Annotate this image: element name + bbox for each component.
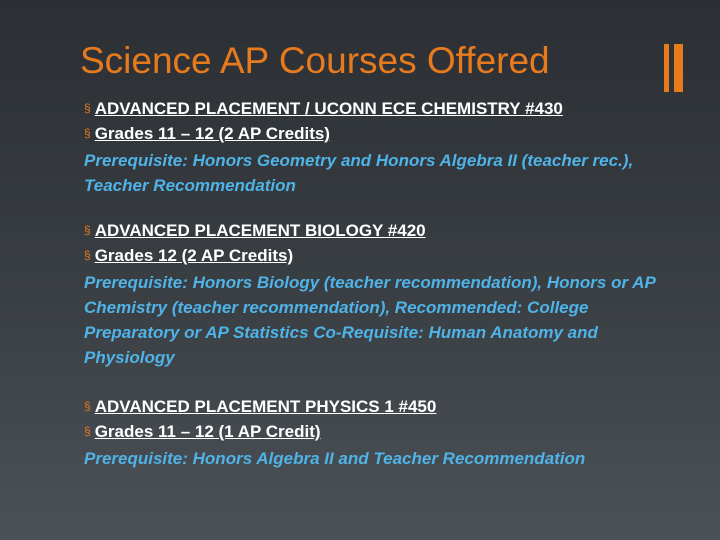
course-grades: Grades 11 – 12 (2 AP Credits) [94, 124, 330, 143]
title-accent-bar [664, 44, 669, 92]
course-chemistry [84, 96, 684, 198]
course-biology [84, 218, 684, 370]
bullet-icon: § [84, 101, 91, 115]
course-prerequisite: Prerequisite: Honors Algebra II and Teacher Recommendation [84, 449, 586, 468]
course-name: ADVANCED PLACEMENT BIOLOGY #420 [94, 221, 426, 240]
course-grades: Grades 12 (2 AP Credits) [94, 246, 294, 265]
bullet-icon: § [84, 399, 91, 413]
bullet-icon: § [84, 248, 91, 262]
slide-title: Science AP Courses Offered [80, 40, 550, 81]
bullet-icon: § [84, 126, 91, 140]
title-accent-bar [674, 44, 683, 92]
course-prerequisite: Prerequisite: Honors Geometry and Honors Algebra II (teacher rec.), Teacher Recommendation [84, 151, 634, 195]
course-name-line [84, 218, 684, 243]
course-grades-line [84, 121, 684, 146]
course-grades: Grades 11 – 12 (1 AP Credit) [94, 422, 321, 441]
bullet-icon: § [84, 424, 91, 438]
bullet-icon: § [84, 223, 91, 237]
course-grades-line [84, 419, 684, 444]
course-grades-line [84, 243, 684, 268]
course-name: ADVANCED PLACEMENT / UCONN ECE CHEMISTRY #430 [94, 99, 563, 118]
course-prerequisite: Prerequisite: Honors Biology (teacher recommendation), Honors or AP Chemistry (teacher recommendation), Recommended: College Preparatory or AP Statistics Co-Requisite: Human Anatomy and Physiology [84, 273, 656, 367]
course-name: ADVANCED PLACEMENT PHYSICS 1 #450 [94, 397, 437, 416]
slide-content [84, 96, 684, 471]
course-name-line [84, 96, 684, 121]
course-physics [84, 394, 684, 471]
course-name-line [84, 394, 684, 419]
